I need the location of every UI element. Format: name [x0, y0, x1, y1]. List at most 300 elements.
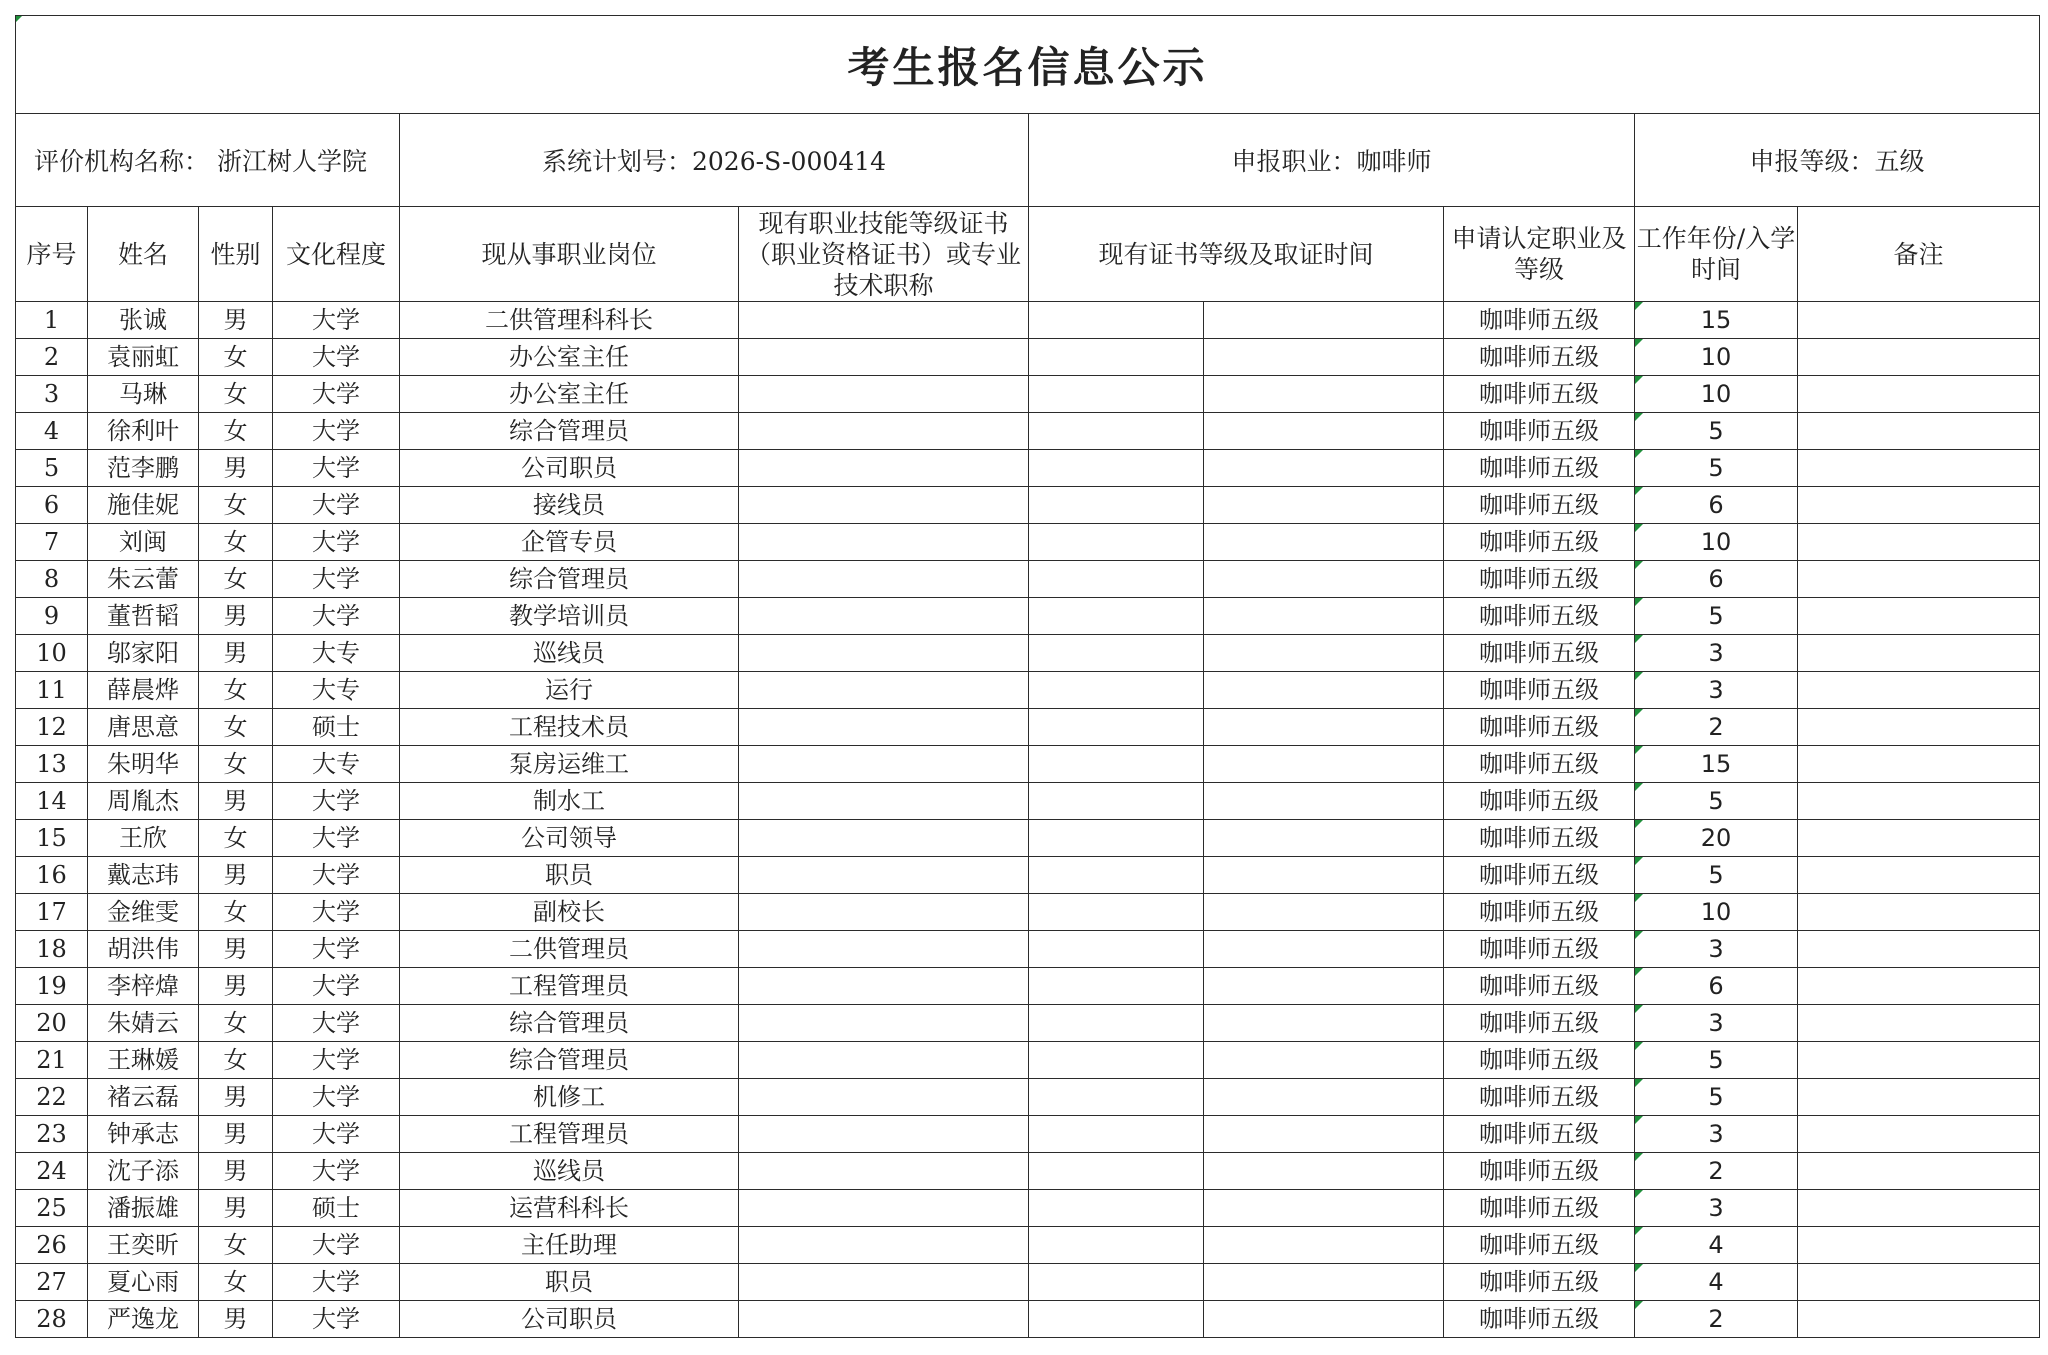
cell-cert-level — [1029, 1079, 1204, 1116]
cell-apply: 咖啡师五级 — [1444, 746, 1635, 783]
table-row — [16, 524, 2040, 561]
cell-years: 6 — [1635, 487, 1798, 524]
cell-cert — [739, 524, 1029, 561]
cell-cert-level — [1029, 1264, 1204, 1301]
cell-position: 机修工 — [400, 1079, 739, 1116]
cell-position: 巡线员 — [400, 635, 739, 672]
cell-name: 戴志玮 — [88, 857, 199, 894]
cell-apply: 咖啡师五级 — [1444, 1116, 1635, 1153]
cell-position: 工程管理员 — [400, 1116, 739, 1153]
cell-cert — [739, 450, 1029, 487]
table-row — [16, 598, 2040, 635]
cell-gender: 女 — [199, 1264, 273, 1301]
cell-remark — [1798, 1264, 2040, 1301]
cell-gender: 男 — [199, 1153, 273, 1190]
table-row — [16, 339, 2040, 376]
cell-years: 3 — [1635, 931, 1798, 968]
cell-education: 大专 — [273, 672, 400, 709]
cell-years: 3 — [1635, 1116, 1798, 1153]
cell-remark — [1798, 820, 2040, 857]
cell-name: 夏心雨 — [88, 1264, 199, 1301]
cell-position: 职员 — [400, 857, 739, 894]
header-seq: 序号 — [16, 207, 88, 302]
cell-gender: 男 — [199, 1079, 273, 1116]
cell-cert — [739, 635, 1029, 672]
cell-apply: 咖啡师五级 — [1444, 635, 1635, 672]
cell-apply: 咖啡师五级 — [1444, 487, 1635, 524]
cell-cert — [739, 709, 1029, 746]
cell-position: 制水工 — [400, 783, 739, 820]
notice-sheet — [15, 15, 2039, 1338]
cell-remark — [1798, 857, 2040, 894]
cell-position: 工程技术员 — [400, 709, 739, 746]
cell-position: 二供管理员 — [400, 931, 739, 968]
cell-education: 大学 — [273, 598, 400, 635]
cell-name: 施佳妮 — [88, 487, 199, 524]
cell-cert-date — [1204, 487, 1444, 524]
cell-gender: 女 — [199, 820, 273, 857]
header-education: 文化程度 — [273, 207, 400, 302]
cell-seq: 18 — [16, 931, 88, 968]
cell-remark — [1798, 968, 2040, 1005]
cell-cert-level — [1029, 524, 1204, 561]
cell-seq: 16 — [16, 857, 88, 894]
cell-gender: 女 — [199, 1227, 273, 1264]
table-row — [16, 1005, 2040, 1042]
cell-position: 巡线员 — [400, 1153, 739, 1190]
cell-cert-level — [1029, 783, 1204, 820]
cell-cert-level — [1029, 746, 1204, 783]
cell-name: 钟承志 — [88, 1116, 199, 1153]
plan-number: 系统计划号：2026-S-000414 — [400, 114, 1029, 207]
cell-years: 5 — [1635, 1079, 1798, 1116]
cell-education: 大学 — [273, 1264, 400, 1301]
cell-cert-level — [1029, 672, 1204, 709]
cell-cert-level — [1029, 894, 1204, 931]
cell-apply: 咖啡师五级 — [1444, 450, 1635, 487]
cell-seq: 5 — [16, 450, 88, 487]
applied-level: 申报等级：五级 — [1635, 114, 2040, 207]
cell-name: 王欣 — [88, 820, 199, 857]
table-row — [16, 1079, 2040, 1116]
cell-education: 大学 — [273, 1301, 400, 1338]
cell-gender: 女 — [199, 894, 273, 931]
cell-cert-level — [1029, 376, 1204, 413]
cell-cert — [739, 487, 1029, 524]
table-row — [16, 635, 2040, 672]
cell-apply: 咖啡师五级 — [1444, 302, 1635, 339]
cell-cert — [739, 1005, 1029, 1042]
cell-cert-date — [1204, 524, 1444, 561]
header-remark: 备注 — [1798, 207, 2040, 302]
cell-remark — [1798, 1190, 2040, 1227]
cell-seq: 15 — [16, 820, 88, 857]
table-row — [16, 1190, 2040, 1227]
cell-seq: 7 — [16, 524, 88, 561]
cell-cert-date — [1204, 894, 1444, 931]
cell-gender: 女 — [199, 672, 273, 709]
cell-education: 硕士 — [273, 1190, 400, 1227]
cell-years: 3 — [1635, 1190, 1798, 1227]
cell-remark — [1798, 524, 2040, 561]
table-row — [16, 1153, 2040, 1190]
cell-remark — [1798, 561, 2040, 598]
cell-cert-level — [1029, 857, 1204, 894]
cell-name: 王奕昕 — [88, 1227, 199, 1264]
cell-education: 大学 — [273, 487, 400, 524]
cell-name: 朱明华 — [88, 746, 199, 783]
table-row — [16, 302, 2040, 339]
cell-cert-date — [1204, 672, 1444, 709]
applied-occupation: 申报职业：咖啡师 — [1029, 114, 1635, 207]
table-row — [16, 1227, 2040, 1264]
cell-cert-date — [1204, 1153, 1444, 1190]
cell-years: 5 — [1635, 598, 1798, 635]
cell-seq: 19 — [16, 968, 88, 1005]
cell-cert-date — [1204, 931, 1444, 968]
cell-cert-date — [1204, 561, 1444, 598]
cell-seq: 27 — [16, 1264, 88, 1301]
cell-cert-date — [1204, 1042, 1444, 1079]
cell-education: 大专 — [273, 746, 400, 783]
cell-cert — [739, 1264, 1029, 1301]
cell-name: 唐思意 — [88, 709, 199, 746]
cell-apply: 咖啡师五级 — [1444, 1079, 1635, 1116]
table-row — [16, 450, 2040, 487]
cell-gender: 女 — [199, 487, 273, 524]
cell-gender: 男 — [199, 598, 273, 635]
cell-name: 董哲韬 — [88, 598, 199, 635]
cell-education: 大学 — [273, 1116, 400, 1153]
cell-seq: 13 — [16, 746, 88, 783]
cell-position: 公司职员 — [400, 1301, 739, 1338]
cell-years: 6 — [1635, 968, 1798, 1005]
cell-years: 10 — [1635, 339, 1798, 376]
cell-cert-date — [1204, 746, 1444, 783]
header-cert-time: 现有证书等级及取证时间 — [1029, 207, 1444, 302]
cell-years: 10 — [1635, 524, 1798, 561]
cell-cert — [739, 968, 1029, 1005]
cell-cert — [739, 302, 1029, 339]
cell-remark — [1798, 1301, 2040, 1338]
cell-seq: 11 — [16, 672, 88, 709]
cell-position: 办公室主任 — [400, 376, 739, 413]
cell-cert — [739, 1227, 1029, 1264]
cell-cert-date — [1204, 1116, 1444, 1153]
cell-name: 范李鹏 — [88, 450, 199, 487]
cell-education: 大学 — [273, 968, 400, 1005]
cell-name: 王琳媛 — [88, 1042, 199, 1079]
cell-cert — [739, 1042, 1029, 1079]
cell-education: 大学 — [273, 894, 400, 931]
cell-apply: 咖啡师五级 — [1444, 376, 1635, 413]
cell-apply: 咖啡师五级 — [1444, 1227, 1635, 1264]
cell-name: 袁丽虹 — [88, 339, 199, 376]
cell-seq: 4 — [16, 413, 88, 450]
cell-cert — [739, 1190, 1029, 1227]
cell-position: 综合管理员 — [400, 413, 739, 450]
cell-gender: 男 — [199, 857, 273, 894]
cell-gender: 男 — [199, 968, 273, 1005]
cell-cert-level — [1029, 1153, 1204, 1190]
cell-education: 大学 — [273, 820, 400, 857]
cell-gender: 女 — [199, 413, 273, 450]
cell-education: 大学 — [273, 1042, 400, 1079]
cell-cert-level — [1029, 413, 1204, 450]
cell-education: 大学 — [273, 561, 400, 598]
cell-remark — [1798, 450, 2040, 487]
table-row — [16, 857, 2040, 894]
cell-remark — [1798, 672, 2040, 709]
cell-cert-date — [1204, 857, 1444, 894]
cell-gender: 女 — [199, 1042, 273, 1079]
cell-seq: 26 — [16, 1227, 88, 1264]
cell-apply: 咖啡师五级 — [1444, 894, 1635, 931]
cell-apply: 咖啡师五级 — [1444, 968, 1635, 1005]
cell-cert — [739, 339, 1029, 376]
table-row — [16, 746, 2040, 783]
cell-years: 3 — [1635, 1005, 1798, 1042]
cell-cert — [739, 1116, 1029, 1153]
cell-cert — [739, 931, 1029, 968]
cell-cert — [739, 1153, 1029, 1190]
cell-cert — [739, 1301, 1029, 1338]
cell-years: 10 — [1635, 894, 1798, 931]
cell-remark — [1798, 1227, 2040, 1264]
cell-position: 运行 — [400, 672, 739, 709]
cell-name: 沈子添 — [88, 1153, 199, 1190]
cell-name: 马琳 — [88, 376, 199, 413]
cell-education: 大学 — [273, 339, 400, 376]
cell-cert-level — [1029, 820, 1204, 857]
cell-cert-date — [1204, 635, 1444, 672]
cell-gender: 男 — [199, 783, 273, 820]
header-cert: 现有职业技能等级证书（职业资格证书）或专业技术职称 — [739, 207, 1029, 302]
cell-name: 李梓煒 — [88, 968, 199, 1005]
cell-apply: 咖啡师五级 — [1444, 1005, 1635, 1042]
cell-remark — [1798, 709, 2040, 746]
cell-cert-date — [1204, 968, 1444, 1005]
cell-cert-level — [1029, 1301, 1204, 1338]
cell-seq: 17 — [16, 894, 88, 931]
cell-remark — [1798, 339, 2040, 376]
cell-remark — [1798, 894, 2040, 931]
cell-cert-level — [1029, 931, 1204, 968]
cell-years: 4 — [1635, 1227, 1798, 1264]
cell-name: 徐利叶 — [88, 413, 199, 450]
cell-apply: 咖啡师五级 — [1444, 672, 1635, 709]
cell-seq: 21 — [16, 1042, 88, 1079]
table-row — [16, 820, 2040, 857]
cell-position: 综合管理员 — [400, 561, 739, 598]
cell-cert — [739, 820, 1029, 857]
cell-apply: 咖啡师五级 — [1444, 857, 1635, 894]
cell-education: 大学 — [273, 450, 400, 487]
cell-cert-date — [1204, 376, 1444, 413]
cell-position: 公司职员 — [400, 450, 739, 487]
cell-remark — [1798, 635, 2040, 672]
cell-apply: 咖啡师五级 — [1444, 783, 1635, 820]
cell-remark — [1798, 1005, 2040, 1042]
cell-name: 刘闽 — [88, 524, 199, 561]
cell-gender: 男 — [199, 635, 273, 672]
cell-cert-level — [1029, 487, 1204, 524]
cell-position: 泵房运维工 — [400, 746, 739, 783]
cell-education: 大学 — [273, 413, 400, 450]
cell-gender: 男 — [199, 450, 273, 487]
cell-education: 大学 — [273, 783, 400, 820]
cell-seq: 10 — [16, 635, 88, 672]
cell-cert-date — [1204, 820, 1444, 857]
cell-position: 接线员 — [400, 487, 739, 524]
cell-seq: 1 — [16, 302, 88, 339]
cell-education: 大学 — [273, 857, 400, 894]
cell-seq: 14 — [16, 783, 88, 820]
cell-position: 运营科科长 — [400, 1190, 739, 1227]
registration-table — [15, 15, 2040, 1338]
cell-remark — [1798, 1042, 2040, 1079]
cell-cert-date — [1204, 413, 1444, 450]
cell-seq: 20 — [16, 1005, 88, 1042]
table-row — [16, 968, 2040, 1005]
cell-seq: 2 — [16, 339, 88, 376]
cell-cert — [739, 376, 1029, 413]
cell-years: 5 — [1635, 1042, 1798, 1079]
cell-cert-level — [1029, 968, 1204, 1005]
cell-cert-date — [1204, 783, 1444, 820]
cell-apply: 咖啡师五级 — [1444, 1264, 1635, 1301]
cell-cert-level — [1029, 450, 1204, 487]
cell-seq: 6 — [16, 487, 88, 524]
cell-cert-level — [1029, 561, 1204, 598]
cell-position: 副校长 — [400, 894, 739, 931]
cell-gender: 男 — [199, 1116, 273, 1153]
cell-education: 硕士 — [273, 709, 400, 746]
cell-remark — [1798, 487, 2040, 524]
cell-cert-date — [1204, 339, 1444, 376]
cell-apply: 咖啡师五级 — [1444, 598, 1635, 635]
cell-gender: 女 — [199, 376, 273, 413]
table-row — [16, 894, 2040, 931]
cell-cert-date — [1204, 1264, 1444, 1301]
cell-position: 二供管理科科长 — [400, 302, 739, 339]
cell-cert-level — [1029, 1227, 1204, 1264]
cell-remark — [1798, 783, 2040, 820]
cell-name: 金维雯 — [88, 894, 199, 931]
cell-seq: 28 — [16, 1301, 88, 1338]
cell-cert-level — [1029, 1005, 1204, 1042]
table-row — [16, 561, 2040, 598]
cell-cert — [739, 857, 1029, 894]
table-row — [16, 487, 2040, 524]
cell-education: 大学 — [273, 931, 400, 968]
cell-education: 大学 — [273, 376, 400, 413]
cell-remark — [1798, 598, 2040, 635]
cell-gender: 女 — [199, 709, 273, 746]
cell-gender: 女 — [199, 524, 273, 561]
cell-cert-date — [1204, 1005, 1444, 1042]
cell-years: 20 — [1635, 820, 1798, 857]
cell-name: 周胤杰 — [88, 783, 199, 820]
table-row — [16, 709, 2040, 746]
cell-apply: 咖啡师五级 — [1444, 1042, 1635, 1079]
cell-cert — [739, 598, 1029, 635]
cell-remark — [1798, 746, 2040, 783]
cell-cert-level — [1029, 1116, 1204, 1153]
cell-position: 职员 — [400, 1264, 739, 1301]
cell-cert-level — [1029, 1042, 1204, 1079]
cell-years: 2 — [1635, 709, 1798, 746]
cell-apply: 咖啡师五级 — [1444, 561, 1635, 598]
cell-apply: 咖啡师五级 — [1444, 1190, 1635, 1227]
cell-years: 3 — [1635, 635, 1798, 672]
cell-education: 大学 — [273, 524, 400, 561]
cell-cert-level — [1029, 598, 1204, 635]
cell-cert-level — [1029, 339, 1204, 376]
table-row — [16, 672, 2040, 709]
cell-remark — [1798, 931, 2040, 968]
cell-gender: 男 — [199, 931, 273, 968]
table-row — [16, 1116, 2040, 1153]
cell-cert — [739, 1079, 1029, 1116]
cell-years: 3 — [1635, 672, 1798, 709]
cell-remark — [1798, 1079, 2040, 1116]
cell-gender: 男 — [199, 1301, 273, 1338]
cell-gender: 男 — [199, 1190, 273, 1227]
cell-apply: 咖啡师五级 — [1444, 820, 1635, 857]
cell-remark — [1798, 376, 2040, 413]
cell-cert-date — [1204, 1190, 1444, 1227]
cell-name: 严逸龙 — [88, 1301, 199, 1338]
cell-seq: 24 — [16, 1153, 88, 1190]
cell-gender: 女 — [199, 1005, 273, 1042]
cell-education: 大学 — [273, 1227, 400, 1264]
cell-position: 综合管理员 — [400, 1005, 739, 1042]
cell-years: 2 — [1635, 1301, 1798, 1338]
cell-position: 综合管理员 — [400, 1042, 739, 1079]
cell-apply: 咖啡师五级 — [1444, 931, 1635, 968]
header-apply: 申请认定职业及等级 — [1444, 207, 1635, 302]
header-gender: 性别 — [199, 207, 273, 302]
cell-name: 薛晨烨 — [88, 672, 199, 709]
cell-cert-date — [1204, 1227, 1444, 1264]
cell-gender: 女 — [199, 746, 273, 783]
cell-apply: 咖啡师五级 — [1444, 413, 1635, 450]
cell-apply: 咖啡师五级 — [1444, 1301, 1635, 1338]
cell-years: 15 — [1635, 302, 1798, 339]
page-title: 考生报名信息公示 — [16, 16, 2040, 114]
cell-seq: 3 — [16, 376, 88, 413]
cell-education: 大学 — [273, 1153, 400, 1190]
cell-years: 4 — [1635, 1264, 1798, 1301]
cell-education: 大专 — [273, 635, 400, 672]
org-name: 评价机构名称： 浙江树人学院 — [16, 114, 400, 207]
cell-name: 张诚 — [88, 302, 199, 339]
cell-years: 2 — [1635, 1153, 1798, 1190]
cell-cert — [739, 672, 1029, 709]
cell-name: 胡洪伟 — [88, 931, 199, 968]
cell-cert — [739, 783, 1029, 820]
cell-seq: 22 — [16, 1079, 88, 1116]
cell-cert-date — [1204, 302, 1444, 339]
cell-cert — [739, 746, 1029, 783]
cell-remark — [1798, 1116, 2040, 1153]
cell-apply: 咖啡师五级 — [1444, 709, 1635, 746]
cell-seq: 8 — [16, 561, 88, 598]
cell-apply: 咖啡师五级 — [1444, 524, 1635, 561]
cell-gender: 女 — [199, 339, 273, 376]
cell-position: 工程管理员 — [400, 968, 739, 1005]
